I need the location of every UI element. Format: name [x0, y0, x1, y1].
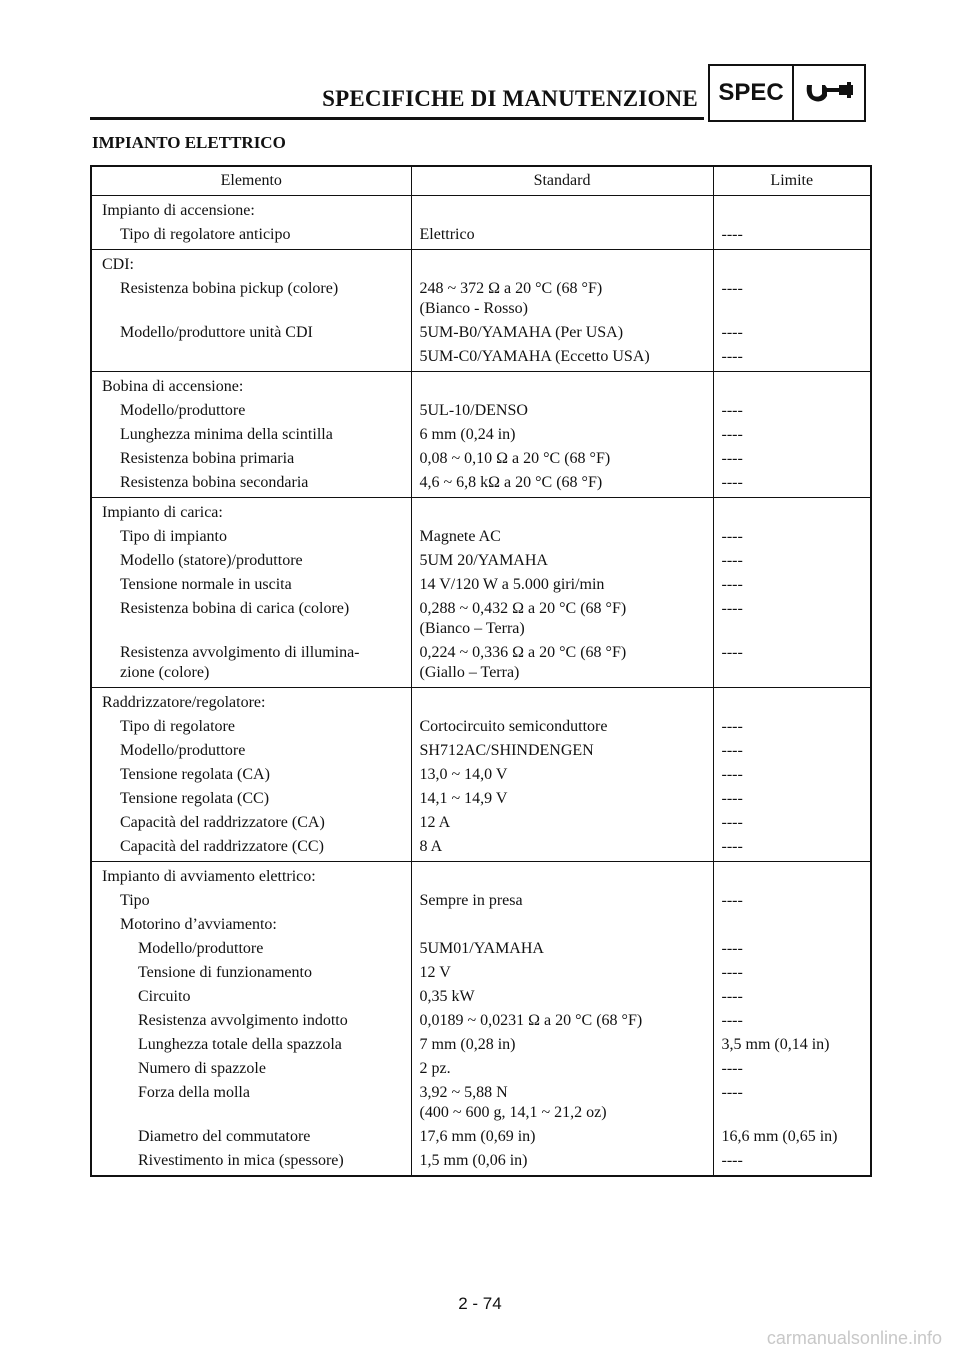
cell-limite: ---- [721, 940, 743, 957]
cell-elemento [91, 471, 411, 498]
cell-standard: 7 mm (0,28 in) [411, 1033, 713, 1057]
cell-standard: 17,6 mm (0,69 in) [411, 1125, 713, 1149]
item-label: Tensione regolata (CA) [120, 766, 270, 783]
item-label: Rivestimento in mica (spessore) [138, 1152, 344, 1169]
table-row [91, 399, 871, 423]
cell-limite: 3,5 mm (0,14 in) [721, 1036, 830, 1053]
table-group-heading-row [91, 372, 871, 400]
item-label: Modello/produttore unità CDI [120, 324, 313, 341]
group-heading-limit-empty [713, 498, 871, 526]
item-label: Modello (statore)/produttore [120, 552, 303, 569]
item-label: Resistenza bobina secondaria [120, 474, 309, 491]
cell-elemento [91, 811, 411, 835]
spec-table-container [90, 165, 870, 1177]
table-group [91, 862, 871, 1177]
table-row [91, 787, 871, 811]
table-row [91, 1057, 871, 1081]
table-row [91, 423, 871, 447]
item-label: Resistenza bobina primaria [120, 450, 295, 467]
item-label: Resistenza avvolgimento indotto [138, 1012, 348, 1029]
cell-elemento [91, 223, 411, 250]
table-row [91, 937, 871, 961]
cell-limite: ---- [721, 552, 743, 569]
cell-elemento [91, 1009, 411, 1033]
cell-limite: ---- [721, 324, 743, 341]
table-group [91, 250, 871, 372]
cell-limite: ---- [721, 1084, 743, 1101]
cell-limite: ---- [721, 426, 743, 443]
cell-elemento [91, 937, 411, 961]
group-heading-standard-empty [411, 498, 713, 526]
section-title: IMPIANTO ELETTRICO [92, 133, 286, 152]
item-label: Numero di spazzole [138, 1060, 266, 1077]
cell-standard: SH712AC/SHINDENGEN [411, 739, 713, 763]
cell-limite: ---- [721, 838, 743, 855]
cell-standard: 248 ~ 372 Ω a 20 °C (68 °F) (Bianco - Rosso) [411, 277, 713, 321]
table-row [91, 1081, 871, 1125]
cell-limite: ---- [721, 988, 743, 1005]
cell-elemento [91, 641, 411, 688]
table-row [91, 321, 871, 345]
cell-standard: 6 mm (0,24 in) [411, 423, 713, 447]
cell-elemento [91, 573, 411, 597]
cell-elemento [91, 549, 411, 573]
table-row [91, 763, 871, 787]
cell-standard [411, 913, 713, 937]
column-header-standard: Standard [411, 166, 713, 196]
group-heading-standard-empty [411, 862, 713, 890]
cell-elemento [91, 597, 411, 641]
cell-limite: ---- [721, 226, 743, 243]
cell-elemento [91, 1081, 411, 1125]
cell-limite: ---- [721, 600, 743, 617]
cell-elemento [91, 889, 411, 913]
table-row [91, 715, 871, 739]
cell-elemento [91, 1057, 411, 1081]
cell-elemento [91, 423, 411, 447]
cell-standard: 5UL-10/DENSO [411, 399, 713, 423]
cell-elemento [91, 961, 411, 985]
table-row [91, 739, 871, 763]
cell-standard: 12 V [411, 961, 713, 985]
item-label: Lunghezza totale della spazzola [138, 1036, 342, 1053]
cell-elemento [91, 913, 411, 937]
table-group [91, 498, 871, 688]
item-label: Tensione regolata (CC) [120, 790, 270, 807]
item-label: Modello/produttore [138, 940, 264, 957]
item-label: Tipo di regolatore [120, 718, 235, 735]
cell-elemento [91, 277, 411, 321]
item-label: Modello/produttore [120, 742, 246, 759]
item-label: Capacità del raddrizzatore (CA) [120, 814, 325, 831]
cell-elemento [91, 399, 411, 423]
group-heading-standard-empty [411, 688, 713, 716]
table-row [91, 471, 871, 498]
header-rule [90, 117, 704, 120]
group-heading: Raddrizzatore/regolatore: [91, 688, 411, 716]
group-heading: Impianto di carica: [91, 498, 411, 526]
cell-limite: ---- [721, 1012, 743, 1029]
table-group-heading-row [91, 196, 871, 224]
group-heading-limit-empty [713, 196, 871, 224]
table-row [91, 985, 871, 1009]
table-row [91, 223, 871, 250]
table-row [91, 835, 871, 862]
cell-standard: 0,0189 ~ 0,0231 Ω a 20 °C (68 °F) [411, 1009, 713, 1033]
cell-standard: 5UM 20/YAMAHA [411, 549, 713, 573]
cell-elemento [91, 1125, 411, 1149]
group-heading-limit-empty [713, 688, 871, 716]
group-heading: Impianto di accensione: [91, 196, 411, 224]
group-heading: Bobina di accensione: [91, 372, 411, 400]
cell-elemento [91, 739, 411, 763]
group-heading-standard-empty [411, 372, 713, 400]
cell-elemento [91, 985, 411, 1009]
cell-elemento [91, 447, 411, 471]
cell-limite: 16,6 mm (0,65 in) [721, 1128, 838, 1145]
group-heading: Impianto di avviamento elettrico: [91, 862, 411, 890]
wrench-icon [794, 66, 864, 120]
cell-elemento [91, 345, 411, 372]
item-label: Resistenza bobina pickup (colore) [120, 280, 339, 297]
cell-limite: ---- [721, 474, 743, 491]
page-header-title: SPECIFICHE DI MANUTENZIONE [322, 86, 698, 111]
cell-standard: 8 A [411, 835, 713, 862]
watermark: carmanualsonline.info [766, 1328, 942, 1348]
cell-elemento [91, 525, 411, 549]
table-row [91, 447, 871, 471]
cell-limite: ---- [721, 718, 743, 735]
table-row [91, 961, 871, 985]
cell-limite: ---- [721, 280, 743, 297]
table-row [91, 549, 871, 573]
table-group [91, 196, 871, 250]
item-label: Capacità del raddrizzatore (CC) [120, 838, 324, 855]
cell-elemento [91, 1033, 411, 1057]
cell-limite: ---- [721, 1060, 743, 1077]
group-heading-standard-empty [411, 196, 713, 224]
group-heading-standard-empty [411, 250, 713, 278]
cell-standard: Cortocircuito semiconduttore [411, 715, 713, 739]
item-label: Tipo [120, 892, 150, 909]
cell-standard: 0,35 kW [411, 985, 713, 1009]
cell-limite: ---- [721, 348, 743, 365]
table-row [91, 525, 871, 549]
table-row [91, 1033, 871, 1057]
cell-standard: 2 pz. [411, 1057, 713, 1081]
item-label: Lunghezza minima della scintilla [120, 426, 333, 443]
cell-standard: 5UM-B0/YAMAHA (Per USA) [411, 321, 713, 345]
table-row [91, 913, 871, 937]
cell-standard: 3,92 ~ 5,88 N (400 ~ 600 g, 14,1 ~ 21,2 oz) [411, 1081, 713, 1125]
cell-elemento [91, 715, 411, 739]
table-row [91, 1125, 871, 1149]
table-row [91, 811, 871, 835]
cell-limite: ---- [721, 402, 743, 419]
cell-limite: ---- [721, 528, 743, 545]
table-row [91, 345, 871, 372]
table-row [91, 277, 871, 321]
cell-elemento [91, 1149, 411, 1176]
table-header-row [91, 166, 871, 196]
cell-limite: ---- [721, 450, 743, 467]
page-number: 2 - 74 [458, 1294, 502, 1313]
table-row [91, 1009, 871, 1033]
table-row [91, 641, 871, 688]
spec-badge [708, 64, 866, 122]
cell-elemento [91, 835, 411, 862]
item-label: Forza della molla [138, 1084, 250, 1101]
cell-limite: ---- [721, 742, 743, 759]
cell-limite: ---- [721, 814, 743, 831]
item-label: Motorino d’avviamento: [120, 916, 277, 933]
cell-limite: ---- [721, 964, 743, 981]
group-heading-limit-empty [713, 372, 871, 400]
table-row [91, 573, 871, 597]
table-group-heading-row [91, 498, 871, 526]
cell-limite: ---- [721, 576, 743, 593]
item-label: Tensione di funzionamento [138, 964, 312, 981]
cell-standard: 0,224 ~ 0,336 Ω a 20 °C (68 °F) (Giallo – Terra) [411, 641, 713, 688]
table-group [91, 372, 871, 498]
cell-standard: 5UM01/YAMAHA [411, 937, 713, 961]
spec-table [90, 165, 872, 1177]
spec-badge-label: SPEC [710, 66, 794, 120]
cell-limite: ---- [721, 892, 743, 909]
cell-standard: Sempre in presa [411, 889, 713, 913]
item-label: Tipo di regolatore anticipo [120, 226, 291, 243]
cell-standard: 0,288 ~ 0,432 Ω a 20 °C (68 °F) (Bianco – Terra) [411, 597, 713, 641]
cell-standard: 12 A [411, 811, 713, 835]
cell-standard: 1,5 mm (0,06 in) [411, 1149, 713, 1176]
group-heading-limit-empty [713, 862, 871, 890]
cell-elemento [91, 787, 411, 811]
item-label: Tipo di impianto [120, 528, 227, 545]
table-row [91, 597, 871, 641]
table-group-heading-row [91, 862, 871, 890]
cell-elemento [91, 763, 411, 787]
item-label: Resistenza avvolgimento di illumina- zione (colore) [120, 644, 360, 681]
cell-limite: ---- [721, 644, 743, 661]
table-row [91, 889, 871, 913]
table-group-heading-row [91, 688, 871, 716]
group-heading-limit-empty [713, 250, 871, 278]
table-group [91, 688, 871, 862]
cell-standard: 5UM-C0/YAMAHA (Eccetto USA) [411, 345, 713, 372]
cell-limite: ---- [721, 790, 743, 807]
group-heading: CDI: [91, 250, 411, 278]
cell-standard: 14 V/120 W a 5.000 giri/min [411, 573, 713, 597]
table-group-heading-row [91, 250, 871, 278]
item-label: Tensione normale in uscita [120, 576, 292, 593]
cell-limite: ---- [721, 1152, 743, 1169]
item-label: Diametro del commutatore [138, 1128, 311, 1145]
item-label: Circuito [138, 988, 191, 1005]
item-label: Modello/produttore [120, 402, 246, 419]
table-row [91, 1149, 871, 1176]
cell-limite: ---- [721, 766, 743, 783]
cell-standard: 0,08 ~ 0,10 Ω a 20 °C (68 °F) [411, 447, 713, 471]
item-label: Resistenza bobina di carica (colore) [120, 600, 350, 617]
column-header-limite: Limite [713, 166, 871, 196]
cell-elemento [91, 321, 411, 345]
cell-standard: 4,6 ~ 6,8 kΩ a 20 °C (68 °F) [411, 471, 713, 498]
column-header-elemento: Elemento [91, 166, 411, 196]
cell-limite [713, 913, 871, 937]
cell-standard: Elettrico [411, 223, 713, 250]
cell-standard: 13,0 ~ 14,0 V [411, 763, 713, 787]
cell-standard: Magnete AC [411, 525, 713, 549]
cell-standard: 14,1 ~ 14,9 V [411, 787, 713, 811]
